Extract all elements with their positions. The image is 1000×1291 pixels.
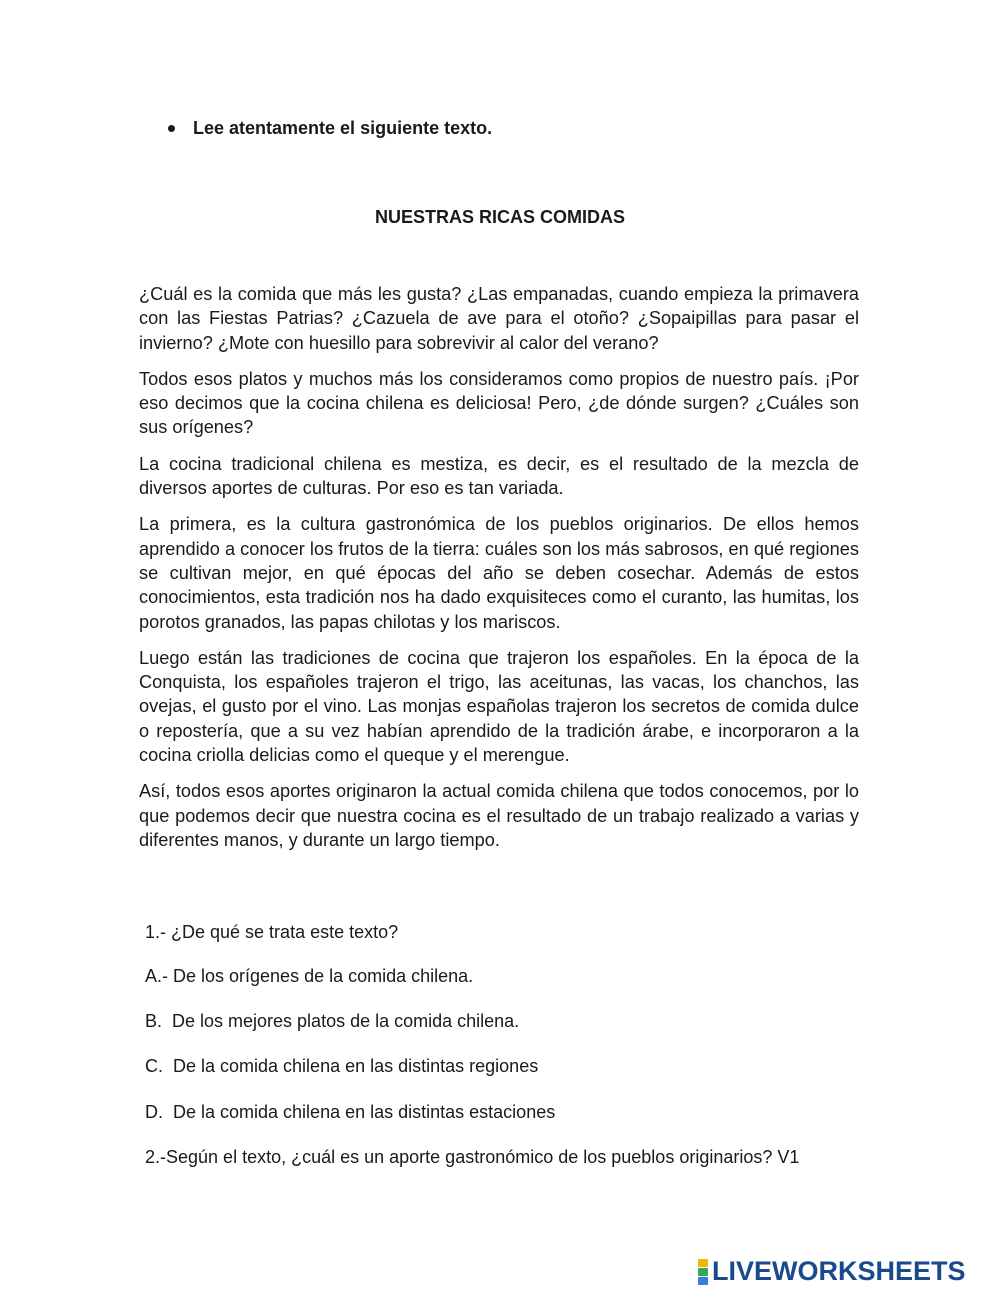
reading-text [139, 282, 859, 864]
logo-block [698, 1268, 708, 1276]
paragraph: La primera, es la cultura gastronómica de los pueblos originarios. De ellos hemos aprendido a conocer los frutos de la tierra: cuáles son los más sabrosos, en qué regiones se cultivan mejor, en qué épocas del año se deben cosechar. Además de estos conocimientos, esta tradición nos ha dado exquisiteces como el curanto, las humitas, los porotos granados, las papas chilotas y los mariscos. [139, 514, 859, 632]
paragraph: Luego están las tradiciones de cocina que trajeron los españoles. En la época de la Conquista, los españoles trajeron el trigo, las aceitunas, las vacas, los chanchos, las ovejas, el gusto por el vino. Las monjas españolas trajeron los secretos de comida dulce o repostería, que a su vez habían aprendido de la tradición árabe, e incorporaron a la cocina criolla delicias como el queque y el merengue. [139, 647, 859, 766]
question-1-option-c[interactable]: C. De la comida chilena en las distintas regiones [145, 1056, 539, 1076]
bullet-icon [168, 125, 175, 132]
logo-block [698, 1259, 708, 1267]
logo-mark-icon [698, 1259, 708, 1285]
logo-text: LIVEWORKSHEETS [712, 1256, 966, 1286]
paragraph: La cocina tradicional chilena es mestiza, es decir, es el resultado de la mezcla de diversos aportes de culturas. Por eso es tan variada. [139, 453, 859, 499]
page-title: NUESTRAS RICAS COMIDAS [374, 207, 625, 227]
instruction [168, 118, 492, 139]
instruction-text: Lee atentamente el siguiente texto. [193, 118, 493, 138]
paragraph: ¿Cuál es la comida que más les gusta? ¿Las empanadas, cuando empieza la primavera con las Fiestas Patrias? ¿Cazuela de ave para el otoño? ¿Sopaipillas para pasar el invierno? ¿Mote con huesillo para sobrevivir al calor del verano? [139, 284, 859, 353]
paragraph: Así, todos esos aportes originaron la actual comida chilena que todos conocemos, por lo que podemos decir que nuestra cocina es el resultado de un trabajo realizado a varias y diferentes manos, y durante un largo tiempo. [139, 781, 859, 850]
question-1-option-d[interactable]: D. De la comida chilena en las distintas estaciones [145, 1102, 556, 1122]
liveworksheets-logo [698, 1256, 966, 1287]
question-2: 2.-Según el texto, ¿cuál es un aporte gastronómico de los pueblos originarios? V1 [145, 1147, 800, 1167]
paragraph: Todos esos platos y muchos más los consideramos como propios de nuestro país. ¡Por eso decimos que la cocina chilena es deliciosa! Pero, ¿de dónde surgen? ¿Cuáles son sus orígenes? [139, 368, 859, 438]
logo-block [698, 1277, 708, 1285]
question-1-option-b[interactable]: B. De los mejores platos de la comida chilena. [145, 1011, 520, 1031]
question-1: 1.- ¿De qué se trata este texto? [145, 922, 399, 942]
question-1-option-a[interactable]: A.- De los orígenes de la comida chilena. [145, 966, 474, 986]
